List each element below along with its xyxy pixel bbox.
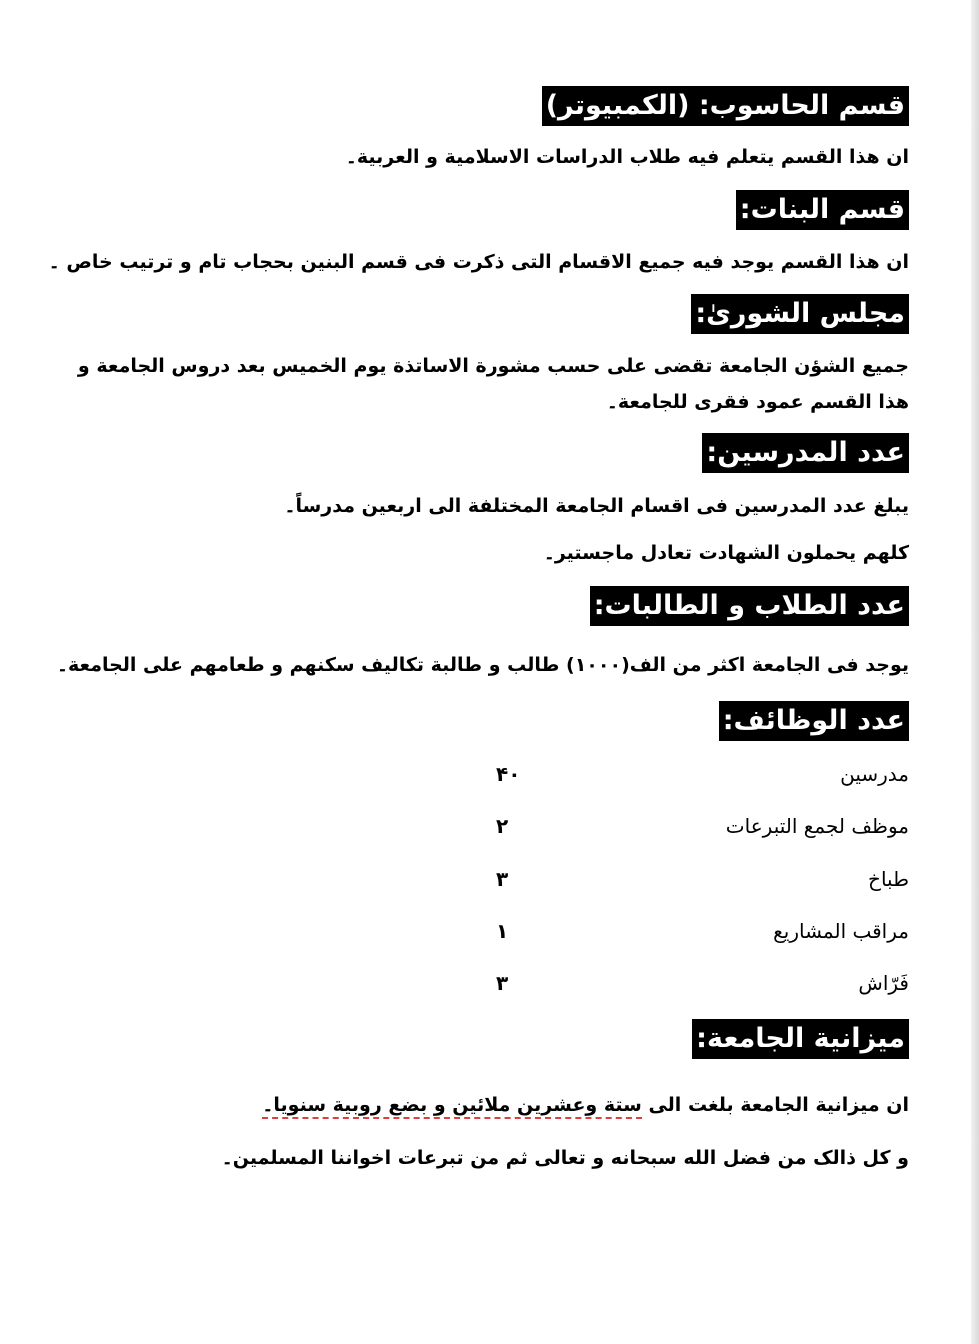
paragraph-teachers-count-1: يبلغ عدد المدرسين فی اقسام الجامعة المختلفة الی اربعين مدرساً۔ bbox=[284, 495, 909, 517]
paragraph-students-count: يوجد فی الجامعة اكثر من الف(۱۰۰۰) طالب و طالبة تكاليف سكنهم و طعامهم علی الجامعة۔ bbox=[56, 654, 909, 676]
jobs-row-label: فَرّاش bbox=[858, 971, 909, 995]
paragraph-budget-2: و كل ذالک من فضل الله سبحانه و تعالی ثم من تبرعات اخواننا المسلمين۔ bbox=[221, 1147, 909, 1169]
heading-computer-section: قسم الحاسوب: (الكمبيوتر) bbox=[542, 86, 909, 126]
heading-jobs-count: عدد الوظائف: bbox=[719, 701, 909, 741]
heading-teachers-count: عدد المدرسين: bbox=[702, 433, 909, 473]
paragraph-teachers-count-2: كلهم يحملون الشهادت تعادل ماجستير۔ bbox=[543, 542, 909, 564]
paragraph-girls-section: ان هذا القسم يوجد فيه جميع الاقسام التی ذكرت فی قسم البنين بحجاب تام و ترتيب خاص ۔ bbox=[48, 251, 909, 273]
jobs-row-label: موظف لجمع التبرعات bbox=[725, 814, 909, 838]
jobs-row-label: مدرسين bbox=[840, 762, 909, 786]
heading-students-count: عدد الطلاب و الطالبات: bbox=[590, 586, 909, 626]
heading-council-section: مجلس الشوریٰ: bbox=[691, 294, 909, 334]
jobs-row-value: ۳ bbox=[496, 971, 509, 995]
budget-text-prefix: ان ميزانية الجامعة بلغت الی bbox=[648, 1094, 909, 1116]
heading-girls-section: قسم البنات: bbox=[736, 190, 909, 230]
paragraph-computer-section: ان هذا القسم يتعلم فيه طلاب الدراسات الاسلامية و العربية۔ bbox=[345, 146, 909, 168]
jobs-row-value: ۳ bbox=[496, 867, 509, 891]
heading-budget: ميزانية الجامعة: bbox=[692, 1019, 909, 1059]
jobs-row-label: طباخ bbox=[868, 867, 909, 891]
jobs-row-value: ۴۰ bbox=[496, 762, 521, 786]
jobs-row-value: ۱ bbox=[496, 919, 509, 943]
page-edge bbox=[971, 0, 979, 1344]
paragraph-budget-1 bbox=[62, 1087, 909, 1123]
budget-amount-text: ستة وعشرين ملائين و بضع روبية سنويا۔ bbox=[262, 1094, 642, 1119]
paragraph-council-section: جميع الشؤن الجامعة تقضی علی حسب مشورة الاساتذة يوم الخميس بعد دروس الجامعة و هذا القسم عمود فقری للجامعة۔ bbox=[77, 355, 909, 413]
jobs-row-label: مراقب المشاريع bbox=[773, 919, 909, 943]
jobs-row-value: ۲ bbox=[496, 814, 509, 838]
